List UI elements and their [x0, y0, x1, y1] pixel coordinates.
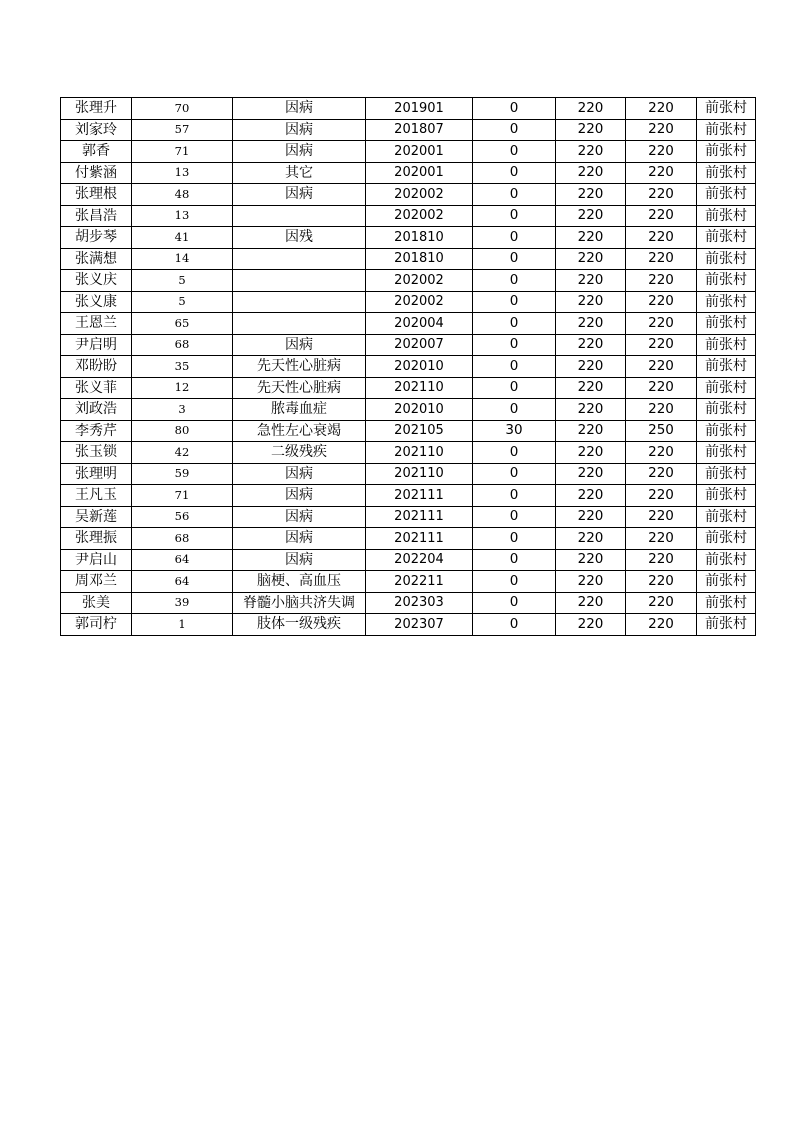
date-cell: 202204	[366, 549, 473, 571]
age-cell: 1	[132, 614, 233, 636]
reason-cell: 先天性心脏病	[233, 377, 366, 399]
date-cell: 202001	[366, 141, 473, 163]
reason-cell: 其它	[233, 162, 366, 184]
date-cell: 202211	[366, 571, 473, 593]
village-cell: 前张村	[697, 442, 756, 464]
total-amount-cell: 220	[626, 141, 697, 163]
extra-amount-cell: 0	[473, 334, 556, 356]
village-cell: 前张村	[697, 528, 756, 550]
table-row	[61, 291, 756, 313]
date-cell: 202110	[366, 463, 473, 485]
reason-cell: 因病	[233, 184, 366, 206]
table-row	[61, 506, 756, 528]
age-cell: 3	[132, 399, 233, 421]
age-cell: 39	[132, 592, 233, 614]
village-cell: 前张村	[697, 313, 756, 335]
table-row	[61, 162, 756, 184]
table-row	[61, 463, 756, 485]
age-cell: 57	[132, 119, 233, 141]
name-cell: 邓盼盼	[61, 356, 132, 378]
village-cell: 前张村	[697, 356, 756, 378]
name-cell: 张理振	[61, 528, 132, 550]
reason-cell	[233, 248, 366, 270]
reason-cell: 二级残疾	[233, 442, 366, 464]
table-row	[61, 420, 756, 442]
total-amount-cell: 220	[626, 291, 697, 313]
age-cell: 68	[132, 528, 233, 550]
age-cell: 56	[132, 506, 233, 528]
reason-cell: 因病	[233, 98, 366, 120]
reason-cell: 因病	[233, 141, 366, 163]
base-amount-cell: 220	[556, 313, 626, 335]
name-cell: 刘政浩	[61, 399, 132, 421]
village-cell: 前张村	[697, 98, 756, 120]
village-cell: 前张村	[697, 291, 756, 313]
base-amount-cell: 220	[556, 184, 626, 206]
extra-amount-cell: 0	[473, 571, 556, 593]
base-amount-cell: 220	[556, 614, 626, 636]
extra-amount-cell: 0	[473, 313, 556, 335]
reason-cell: 脓毒血症	[233, 399, 366, 421]
extra-amount-cell: 0	[473, 291, 556, 313]
assistance-table	[60, 97, 756, 636]
village-cell: 前张村	[697, 141, 756, 163]
table-row	[61, 270, 756, 292]
name-cell: 郭司柠	[61, 614, 132, 636]
reason-cell	[233, 205, 366, 227]
base-amount-cell: 220	[556, 399, 626, 421]
age-cell: 35	[132, 356, 233, 378]
name-cell: 张理升	[61, 98, 132, 120]
extra-amount-cell: 0	[473, 399, 556, 421]
date-cell: 202001	[366, 162, 473, 184]
age-cell: 70	[132, 98, 233, 120]
age-cell: 14	[132, 248, 233, 270]
name-cell: 张理明	[61, 463, 132, 485]
date-cell: 201810	[366, 227, 473, 249]
total-amount-cell: 220	[626, 162, 697, 184]
extra-amount-cell: 0	[473, 463, 556, 485]
extra-amount-cell: 0	[473, 506, 556, 528]
age-cell: 64	[132, 549, 233, 571]
total-amount-cell: 220	[626, 248, 697, 270]
base-amount-cell: 220	[556, 420, 626, 442]
reason-cell: 脑梗、高血压	[233, 571, 366, 593]
base-amount-cell: 220	[556, 442, 626, 464]
village-cell: 前张村	[697, 334, 756, 356]
total-amount-cell: 220	[626, 571, 697, 593]
extra-amount-cell: 0	[473, 270, 556, 292]
village-cell: 前张村	[697, 119, 756, 141]
reason-cell: 因病	[233, 119, 366, 141]
total-amount-cell: 220	[626, 592, 697, 614]
table-row	[61, 334, 756, 356]
date-cell: 202010	[366, 399, 473, 421]
name-cell: 张满想	[61, 248, 132, 270]
name-cell: 吴新莲	[61, 506, 132, 528]
base-amount-cell: 220	[556, 592, 626, 614]
name-cell: 付紫涵	[61, 162, 132, 184]
table-row	[61, 248, 756, 270]
reason-cell: 先天性心脏病	[233, 356, 366, 378]
name-cell: 张义康	[61, 291, 132, 313]
age-cell: 12	[132, 377, 233, 399]
base-amount-cell: 220	[556, 119, 626, 141]
total-amount-cell: 220	[626, 442, 697, 464]
date-cell: 202002	[366, 184, 473, 206]
reason-cell	[233, 313, 366, 335]
age-cell: 5	[132, 291, 233, 313]
village-cell: 前张村	[697, 399, 756, 421]
table-row	[61, 592, 756, 614]
base-amount-cell: 220	[556, 334, 626, 356]
reason-cell: 因病	[233, 334, 366, 356]
total-amount-cell: 220	[626, 399, 697, 421]
reason-cell: 因残	[233, 227, 366, 249]
extra-amount-cell: 0	[473, 592, 556, 614]
total-amount-cell: 220	[626, 98, 697, 120]
table-row	[61, 227, 756, 249]
date-cell: 202111	[366, 506, 473, 528]
name-cell: 刘家玲	[61, 119, 132, 141]
base-amount-cell: 220	[556, 571, 626, 593]
base-amount-cell: 220	[556, 377, 626, 399]
village-cell: 前张村	[697, 377, 756, 399]
base-amount-cell: 220	[556, 248, 626, 270]
reason-cell: 因病	[233, 549, 366, 571]
table-row	[61, 184, 756, 206]
reason-cell: 因病	[233, 528, 366, 550]
total-amount-cell: 220	[626, 506, 697, 528]
date-cell: 202307	[366, 614, 473, 636]
extra-amount-cell: 0	[473, 356, 556, 378]
date-cell: 201807	[366, 119, 473, 141]
date-cell: 202110	[366, 442, 473, 464]
date-cell: 201810	[366, 248, 473, 270]
age-cell: 71	[132, 141, 233, 163]
base-amount-cell: 220	[556, 162, 626, 184]
table-row	[61, 442, 756, 464]
name-cell: 李秀芹	[61, 420, 132, 442]
village-cell: 前张村	[697, 592, 756, 614]
total-amount-cell: 250	[626, 420, 697, 442]
date-cell: 202303	[366, 592, 473, 614]
village-cell: 前张村	[697, 227, 756, 249]
table-row	[61, 205, 756, 227]
age-cell: 64	[132, 571, 233, 593]
name-cell: 周邓兰	[61, 571, 132, 593]
table-row	[61, 119, 756, 141]
base-amount-cell: 220	[556, 291, 626, 313]
age-cell: 13	[132, 205, 233, 227]
base-amount-cell: 220	[556, 141, 626, 163]
base-amount-cell: 220	[556, 356, 626, 378]
base-amount-cell: 220	[556, 549, 626, 571]
extra-amount-cell: 0	[473, 184, 556, 206]
total-amount-cell: 220	[626, 485, 697, 507]
extra-amount-cell: 0	[473, 227, 556, 249]
extra-amount-cell: 0	[473, 205, 556, 227]
date-cell: 202105	[366, 420, 473, 442]
reason-cell: 肢体一级残疾	[233, 614, 366, 636]
total-amount-cell: 220	[626, 356, 697, 378]
age-cell: 41	[132, 227, 233, 249]
extra-amount-cell: 0	[473, 442, 556, 464]
base-amount-cell: 220	[556, 463, 626, 485]
table-row	[61, 313, 756, 335]
base-amount-cell: 220	[556, 98, 626, 120]
table-row	[61, 485, 756, 507]
total-amount-cell: 220	[626, 614, 697, 636]
name-cell: 张昌浩	[61, 205, 132, 227]
age-cell: 5	[132, 270, 233, 292]
reason-cell	[233, 270, 366, 292]
date-cell: 201901	[366, 98, 473, 120]
extra-amount-cell: 0	[473, 162, 556, 184]
date-cell: 202111	[366, 528, 473, 550]
age-cell: 13	[132, 162, 233, 184]
base-amount-cell: 220	[556, 528, 626, 550]
age-cell: 68	[132, 334, 233, 356]
village-cell: 前张村	[697, 270, 756, 292]
date-cell: 202002	[366, 205, 473, 227]
age-cell: 48	[132, 184, 233, 206]
total-amount-cell: 220	[626, 549, 697, 571]
reason-cell: 急性左心衰竭	[233, 420, 366, 442]
village-cell: 前张村	[697, 549, 756, 571]
date-cell: 202002	[366, 270, 473, 292]
village-cell: 前张村	[697, 571, 756, 593]
village-cell: 前张村	[697, 614, 756, 636]
age-cell: 71	[132, 485, 233, 507]
base-amount-cell: 220	[556, 506, 626, 528]
name-cell: 张理根	[61, 184, 132, 206]
table-row	[61, 399, 756, 421]
total-amount-cell: 220	[626, 528, 697, 550]
name-cell: 尹启明	[61, 334, 132, 356]
date-cell: 202111	[366, 485, 473, 507]
name-cell: 张美	[61, 592, 132, 614]
reason-cell: 因病	[233, 506, 366, 528]
date-cell: 202110	[366, 377, 473, 399]
total-amount-cell: 220	[626, 313, 697, 335]
total-amount-cell: 220	[626, 119, 697, 141]
extra-amount-cell: 0	[473, 377, 556, 399]
table-row	[61, 614, 756, 636]
date-cell: 202004	[366, 313, 473, 335]
extra-amount-cell: 0	[473, 98, 556, 120]
name-cell: 胡步琴	[61, 227, 132, 249]
total-amount-cell: 220	[626, 377, 697, 399]
table-row	[61, 571, 756, 593]
total-amount-cell: 220	[626, 227, 697, 249]
total-amount-cell: 220	[626, 463, 697, 485]
age-cell: 80	[132, 420, 233, 442]
table-row	[61, 528, 756, 550]
base-amount-cell: 220	[556, 205, 626, 227]
base-amount-cell: 220	[556, 227, 626, 249]
village-cell: 前张村	[697, 506, 756, 528]
name-cell: 尹启山	[61, 549, 132, 571]
reason-cell: 脊髓小脑共济失调	[233, 592, 366, 614]
age-cell: 42	[132, 442, 233, 464]
total-amount-cell: 220	[626, 270, 697, 292]
date-cell: 202002	[366, 291, 473, 313]
age-cell: 59	[132, 463, 233, 485]
village-cell: 前张村	[697, 162, 756, 184]
village-cell: 前张村	[697, 420, 756, 442]
village-cell: 前张村	[697, 463, 756, 485]
extra-amount-cell: 0	[473, 614, 556, 636]
table-row	[61, 377, 756, 399]
village-cell: 前张村	[697, 184, 756, 206]
reason-cell	[233, 291, 366, 313]
total-amount-cell: 220	[626, 184, 697, 206]
village-cell: 前张村	[697, 485, 756, 507]
reason-cell: 因病	[233, 485, 366, 507]
name-cell: 张义菲	[61, 377, 132, 399]
table-row	[61, 549, 756, 571]
table-body	[61, 98, 756, 636]
total-amount-cell: 220	[626, 334, 697, 356]
date-cell: 202007	[366, 334, 473, 356]
extra-amount-cell: 30	[473, 420, 556, 442]
extra-amount-cell: 0	[473, 248, 556, 270]
name-cell: 王凡玉	[61, 485, 132, 507]
extra-amount-cell: 0	[473, 119, 556, 141]
name-cell: 郭香	[61, 141, 132, 163]
table-row	[61, 98, 756, 120]
extra-amount-cell: 0	[473, 485, 556, 507]
table-row	[61, 356, 756, 378]
extra-amount-cell: 0	[473, 528, 556, 550]
village-cell: 前张村	[697, 205, 756, 227]
base-amount-cell: 220	[556, 270, 626, 292]
extra-amount-cell: 0	[473, 141, 556, 163]
age-cell: 65	[132, 313, 233, 335]
base-amount-cell: 220	[556, 485, 626, 507]
name-cell: 张义庆	[61, 270, 132, 292]
name-cell: 张玉锁	[61, 442, 132, 464]
name-cell: 王恩兰	[61, 313, 132, 335]
total-amount-cell: 220	[626, 205, 697, 227]
table-row	[61, 141, 756, 163]
reason-cell: 因病	[233, 463, 366, 485]
date-cell: 202010	[366, 356, 473, 378]
extra-amount-cell: 0	[473, 549, 556, 571]
village-cell: 前张村	[697, 248, 756, 270]
